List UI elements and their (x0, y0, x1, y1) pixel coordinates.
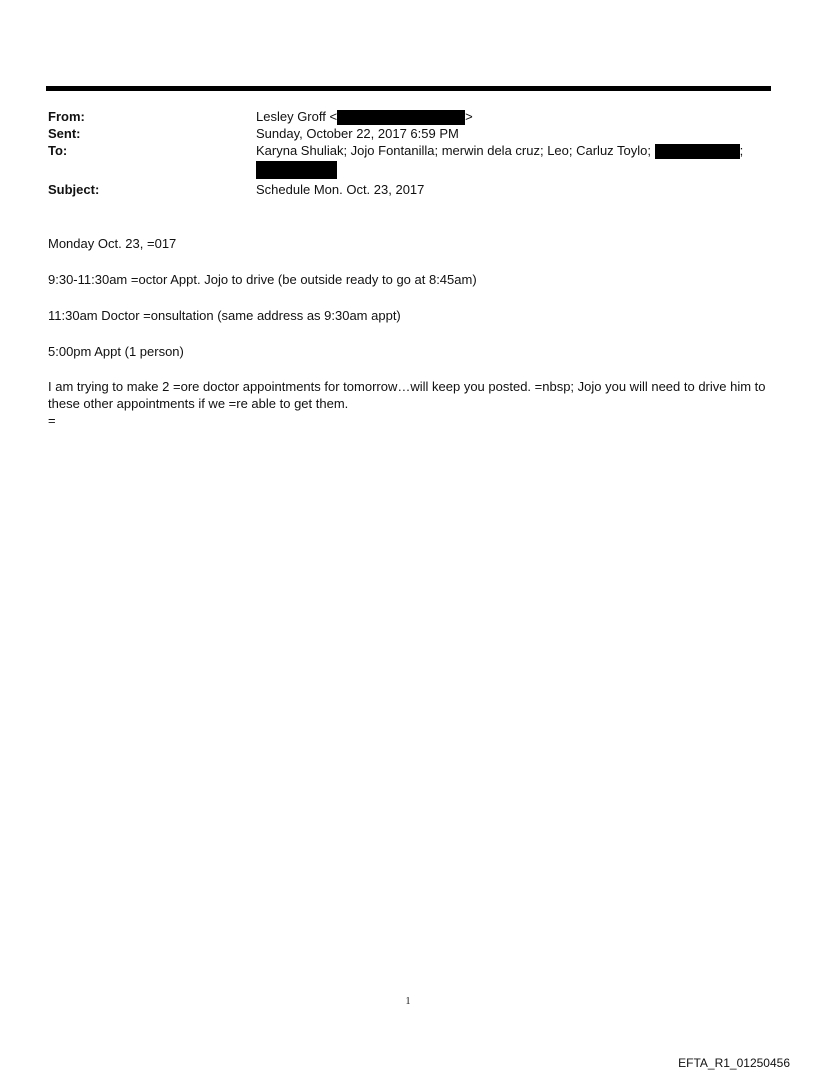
header-divider (46, 86, 771, 91)
email-body (48, 271, 768, 288)
email-body (48, 235, 768, 252)
redaction-box (256, 161, 337, 179)
page-number: 1 (405, 996, 411, 1007)
sent-label: Sent: (48, 126, 81, 141)
body-line: 9:30-11:30am =octor Appt. Jojo to drive (be outside ready to go at 8:45am) (48, 272, 477, 287)
body-line: Monday Oct. 23, =017 (48, 236, 177, 251)
email-body (48, 307, 768, 324)
from-label: From: (48, 109, 85, 124)
to-value (256, 142, 743, 159)
from-value (256, 108, 473, 125)
redaction-box (655, 144, 740, 159)
subject-label: Subject: (48, 182, 100, 197)
from-close: > (465, 109, 473, 124)
body-line: 5:00pm Appt (1 person) (48, 344, 184, 359)
email-body (48, 343, 768, 360)
to-label: To: (48, 143, 68, 158)
body-line: I am trying to make 2 =ore doctor appointments for tomorrow…will keep you posted. =nbsp; Jojo you will need to drive him to these other appointments if we =re able to get them. (48, 379, 766, 411)
document-id: EFTA_R1_01250456 (678, 1056, 790, 1070)
subject-value: Schedule Mon. Oct. 23, 2017 (256, 182, 425, 197)
body-line: = (48, 413, 56, 428)
from-name: Lesley Groff < (256, 109, 338, 124)
to-recipients: Karyna Shuliak; Jojo Fontanilla; merwin dela cruz; Leo; Carluz Toylo; (256, 143, 652, 158)
to-separator: ; (739, 143, 744, 158)
email-body (48, 378, 768, 429)
body-line: 11:30am Doctor =onsultation (same address as 9:30am appt) (48, 308, 401, 323)
sent-value: Sunday, October 22, 2017 6:59 PM (256, 126, 459, 141)
redaction-box (337, 110, 465, 125)
